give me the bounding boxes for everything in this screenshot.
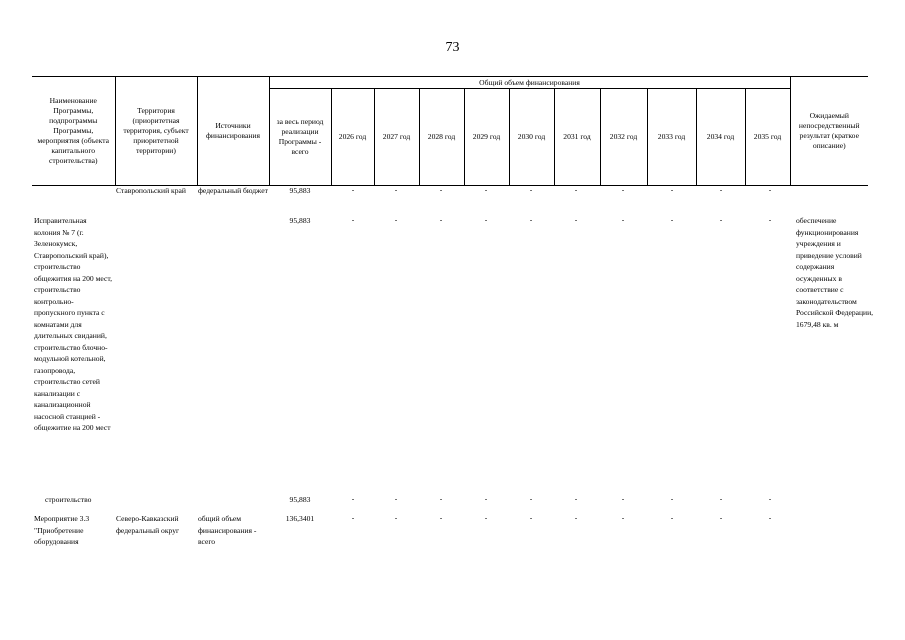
row-name: строительство	[45, 495, 92, 504]
header-territory-column: Территория (приоритетная территория, субъект приоритетной территории)	[115, 77, 197, 186]
row-year-value: -	[768, 513, 772, 522]
row-year-value: -	[484, 215, 488, 224]
row-year-value: -	[394, 185, 398, 194]
row-year-value: -	[768, 494, 772, 503]
header-result-column: Ожидаемый непосредственный результат (краткое описание)	[790, 77, 868, 186]
row-territory: Ставропольский край	[116, 186, 186, 195]
row-year-value: -	[529, 215, 533, 224]
row-year-value: -	[394, 513, 398, 522]
row-year-value: -	[484, 494, 488, 503]
row-year-value: -	[574, 215, 578, 224]
row-year-value: -	[529, 513, 533, 522]
row-year-value: -	[621, 185, 625, 194]
row-name: Мероприятие 3.3 "Приобретение оборудования	[34, 514, 90, 546]
header-year: 2032 год	[600, 89, 647, 186]
row-year-value: -	[670, 494, 674, 503]
row-total: 95,883	[289, 495, 311, 504]
header-year: 2034 год	[696, 89, 745, 186]
header-year: 2035 год	[745, 89, 790, 186]
row-year-value: -	[439, 513, 443, 522]
row-year-value: -	[670, 513, 674, 522]
row-territory: Северо-Кавказский федеральный округ	[116, 514, 180, 535]
row-year-value: -	[574, 513, 578, 522]
row-year-value: -	[351, 215, 355, 224]
header-sources-column: Источники финансирования	[197, 77, 269, 186]
row-year-value: -	[351, 185, 355, 194]
row-year-value: -	[719, 494, 723, 503]
row-year-value: -	[351, 513, 355, 522]
row-source: общий объем финансирования - всего	[198, 514, 257, 546]
header-year: 2031 год	[554, 89, 600, 186]
row-year-value: -	[439, 185, 443, 194]
header-year: 2033 год	[647, 89, 696, 186]
row-year-value: -	[394, 215, 398, 224]
row-year-value: -	[394, 494, 398, 503]
header-year: 2030 год	[509, 89, 554, 186]
row-year-value: -	[484, 185, 488, 194]
header-year: 2027 год	[374, 89, 419, 186]
row-year-value: -	[484, 513, 488, 522]
row-year-value: -	[768, 215, 772, 224]
row-year-value: -	[670, 215, 674, 224]
row-year-value: -	[439, 494, 443, 503]
header-year: 2026 год	[331, 89, 374, 186]
row-year-value: -	[768, 185, 772, 194]
row-year-value: -	[439, 215, 443, 224]
row-source: федеральный бюджет	[198, 186, 268, 195]
row-year-value: -	[719, 513, 723, 522]
row-year-value: -	[574, 494, 578, 503]
row-total: 95,883	[289, 216, 311, 225]
row-year-value: -	[351, 494, 355, 503]
header-year: 2029 год	[464, 89, 509, 186]
row-total: 95,883	[289, 186, 311, 195]
row-result: обеспечение функционирования учреждения и приведение условий содержания осужденных в соответствие с законодательством Российской Федерации, 1679,48 кв. м	[796, 216, 874, 329]
row-year-value: -	[529, 494, 533, 503]
header-total-column: за весь период реализации Программы - всего	[269, 89, 331, 186]
row-year-value: -	[621, 513, 625, 522]
row-total: 136,3401	[285, 514, 315, 523]
row-year-value: -	[621, 215, 625, 224]
header-financing-group: Общий объем финансирования	[269, 77, 790, 89]
row-name: Исправительная колония № 7 (г. Зеленокумск, Ставропольский край), строительство общежития на 200 мест, строительство контрольно-пропускного пункта с комнатами для длительных свиданий, строительство блочно-модульной котельной, газопровода, строительство сетей канализации с канализационной насосной станцией - общежитие на 200 мест	[34, 216, 112, 432]
page-number: 73	[445, 40, 460, 55]
row-year-value: -	[719, 185, 723, 194]
row-year-value: -	[529, 185, 533, 194]
row-year-value: -	[719, 215, 723, 224]
row-year-value: -	[621, 494, 625, 503]
header-year: 2028 год	[419, 89, 464, 186]
row-year-value: -	[670, 185, 674, 194]
row-year-value: -	[574, 185, 578, 194]
table-header	[32, 76, 868, 186]
header-name-column: Наименование Программы, подпрограммы Программы, мероприятия (объекта капитального строительства)	[32, 77, 115, 186]
